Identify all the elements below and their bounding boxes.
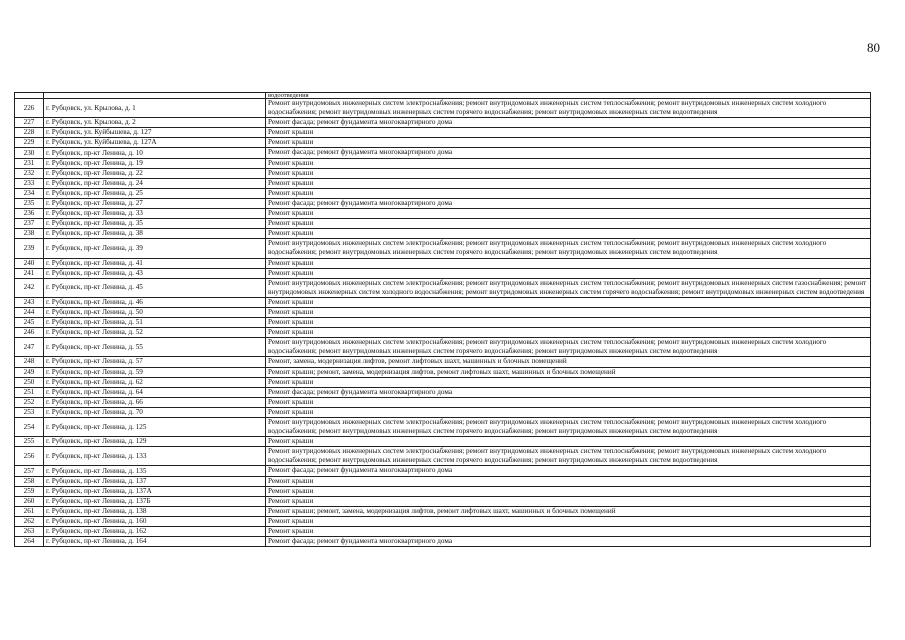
work-type-cell: Ремонт крыши: [266, 486, 871, 496]
work-type-cell: Ремонт внутридомовых инженерных систем электроснабжения; ремонт внутридомовых инженерных систем теплоснабжения; ремонт внутридомовых инженерных систем газоснабжения; ремонт внутридомовых инженерных систем холодного водоснабжения; ремонт внутридомовых инженерных систем горячего водоснабжения; ремонт внутридомовых инженерных систем водоотведения: [266, 278, 871, 297]
table-row: [15, 506, 871, 516]
row-number-cell: 244: [15, 307, 44, 317]
row-number-cell: 241: [15, 268, 44, 278]
address-cell: г. Рубцовск, пр-кт Ленина, д. 33: [44, 209, 266, 219]
address-cell: г. Рубцовск, пр-кт Ленина, д. 24: [44, 178, 266, 188]
table-row: [15, 418, 871, 437]
row-number-cell: 261: [15, 506, 44, 516]
row-number-cell: 237: [15, 219, 44, 229]
row-number-cell: 263: [15, 527, 44, 537]
table-row: [15, 268, 871, 278]
row-number-cell: 240: [15, 258, 44, 268]
address-cell: г. Рубцовск, пр-кт Ленина, д. 43: [44, 268, 266, 278]
table-row: [15, 476, 871, 486]
table-row: [15, 239, 871, 258]
work-type-cell: Ремонт крыши: [266, 307, 871, 317]
work-type-cell: Ремонт фасада; ремонт фундамента многоквартирного дома: [266, 118, 871, 128]
address-cell: г. Рубцовск, пр-кт Ленина, д. 22: [44, 168, 266, 178]
table-row: [15, 168, 871, 178]
address-cell: г. Рубцовск, пр-кт Ленина, д. 137Б: [44, 496, 266, 506]
work-type-cell: Ремонт, замена, модернизация лифтов, ремонт лифтовых шахт, машинных и блочных помещений: [266, 357, 871, 367]
table-row: [15, 377, 871, 387]
address-cell: г. Рубцовск, пр-кт Ленина, д. 70: [44, 407, 266, 417]
work-type-cell: Ремонт крыши: [266, 268, 871, 278]
row-number-cell: 236: [15, 209, 44, 219]
row-number-cell: 249: [15, 367, 44, 377]
address-cell: г. Рубцовск, пр-кт Ленина, д. 138: [44, 506, 266, 516]
table-row: [15, 447, 871, 466]
row-number-cell: 251: [15, 387, 44, 397]
address-cell: г. Рубцовск, пр-кт Ленина, д. 55: [44, 338, 266, 357]
row-number-cell: 242: [15, 278, 44, 297]
table-row: [15, 278, 871, 297]
row-number-cell: 246: [15, 328, 44, 338]
work-type-cell: Ремонт крыши: [266, 219, 871, 229]
address-cell: г. Рубцовск, пр-кт Ленина, д. 38: [44, 229, 266, 239]
row-number-cell: 238: [15, 229, 44, 239]
table-row: [15, 486, 871, 496]
row-number-cell: 232: [15, 168, 44, 178]
work-list-table-wrap: [14, 92, 871, 547]
address-cell: г. Рубцовск, пр-кт Ленина, д. 25: [44, 188, 266, 198]
work-type-cell: Ремонт внутридомовых инженерных систем электроснабжения; ремонт внутридомовых инженерных систем теплоснабжения; ремонт внутридомовых инженерных систем холодного водоснабжения; ремонт внутридомовых инженерных систем горячего водоснабжения; ремонт внутридомовых инженерных систем водоотведения: [266, 418, 871, 437]
row-number-cell: 227: [15, 118, 44, 128]
table-body: [15, 93, 871, 547]
work-type-cell: Ремонт крыши: [266, 496, 871, 506]
address-cell: г. Рубцовск, пр-кт Ленина, д. 164: [44, 537, 266, 547]
row-number-cell: 259: [15, 486, 44, 496]
work-type-cell: Ремонт внутридомовых инженерных систем электроснабжения; ремонт внутридомовых инженерных систем теплоснабжения; ремонт внутридомовых инженерных систем холодного водоснабжения; ремонт внутридомовых инженерных систем горячего водоснабжения; ремонт внутридомовых инженерных систем водоотведения: [266, 99, 871, 118]
work-type-cell: Ремонт крыши: [266, 527, 871, 537]
address-cell: г. Рубцовск, пр-кт Ленина, д. 125: [44, 418, 266, 437]
row-number-cell: 231: [15, 158, 44, 168]
table-row: [15, 118, 871, 128]
address-cell: г. Рубцовск, пр-кт Ленина, д. 133: [44, 447, 266, 466]
table-row: [15, 537, 871, 547]
table-row: [15, 178, 871, 188]
table-row: [15, 328, 871, 338]
row-number-cell: 245: [15, 318, 44, 328]
address-cell: г. Рубцовск, пр-кт Ленина, д. 19: [44, 158, 266, 168]
address-cell: г. Рубцовск, пр-кт Ленина, д. 27: [44, 198, 266, 208]
address-cell: г. Рубцовск, пр-кт Ленина, д. 57: [44, 357, 266, 367]
work-list-table: [14, 92, 871, 547]
address-cell: г. Рубцовск, пр-кт Ленина, д. 52: [44, 328, 266, 338]
table-row: [15, 198, 871, 208]
table-row: [15, 128, 871, 138]
table-row: [15, 367, 871, 377]
address-cell: г. Рубцовск, пр-кт Ленина, д. 10: [44, 148, 266, 158]
work-type-cell: водоотведения: [266, 93, 871, 99]
row-number-cell: 260: [15, 496, 44, 506]
work-type-cell: Ремонт крыши: [266, 516, 871, 526]
table-row: [15, 148, 871, 158]
work-type-cell: Ремонт крыши: [266, 168, 871, 178]
work-type-cell: Ремонт фасада; ремонт фундамента многоквартирного дома: [266, 148, 871, 158]
address-cell: г. Рубцовск, пр-кт Ленина, д. 129: [44, 437, 266, 447]
table-row: [15, 138, 871, 148]
address-cell: г. Рубцовск, пр-кт Ленина, д. 137А: [44, 486, 266, 496]
address-cell: г. Рубцовск, пр-кт Ленина, д. 50: [44, 307, 266, 317]
work-type-cell: Ремонт крыши: [266, 328, 871, 338]
address-cell: г. Рубцовск, пр-кт Ленина, д. 51: [44, 318, 266, 328]
table-row: [15, 387, 871, 397]
page-number: 80: [867, 40, 880, 55]
work-type-cell: Ремонт крыши: [266, 178, 871, 188]
address-cell: г. Рубцовск, ул. Куйбышева, д. 127А: [44, 138, 266, 148]
row-number-cell: 257: [15, 466, 44, 476]
row-number-cell: 264: [15, 537, 44, 547]
row-number-cell: 235: [15, 198, 44, 208]
row-number-cell: 239: [15, 239, 44, 258]
row-number-cell: 256: [15, 447, 44, 466]
address-cell: г. Рубцовск, пр-кт Ленина, д. 46: [44, 297, 266, 307]
address-cell: г. Рубцовск, пр-кт Ленина, д. 35: [44, 219, 266, 229]
address-cell: г. Рубцовск, пр-кт Ленина, д. 64: [44, 387, 266, 397]
table-row: [15, 338, 871, 357]
table-row: [15, 229, 871, 239]
work-type-cell: Ремонт крыши; ремонт, замена, модернизация лифтов, ремонт лифтовых шахт, машинных и блочных помещений: [266, 367, 871, 377]
address-cell: г. Рубцовск, пр-кт Ленина, д. 162: [44, 527, 266, 537]
address-cell: г. Рубцовск, пр-кт Ленина, д. 45: [44, 278, 266, 297]
work-type-cell: Ремонт внутридомовых инженерных систем электроснабжения; ремонт внутридомовых инженерных систем теплоснабжения; ремонт внутридомовых инженерных систем холодного водоснабжения; ремонт внутридомовых инженерных систем горячего водоснабжения; ремонт внутридомовых инженерных систем водоотведения: [266, 447, 871, 466]
row-number-cell: 233: [15, 178, 44, 188]
work-type-cell: Ремонт крыши: [266, 318, 871, 328]
table-row: [15, 496, 871, 506]
row-number-cell: 243: [15, 297, 44, 307]
work-type-cell: Ремонт крыши: [266, 158, 871, 168]
work-type-cell: Ремонт крыши: [266, 258, 871, 268]
address-cell: г. Рубцовск, пр-кт Ленина, д. 137: [44, 476, 266, 486]
work-type-cell: Ремонт крыши: [266, 188, 871, 198]
table-row: [15, 307, 871, 317]
table-row: [15, 397, 871, 407]
address-cell: г. Рубцовск, пр-кт Ленина, д. 62: [44, 377, 266, 387]
work-type-cell: Ремонт крыши: [266, 297, 871, 307]
row-number-cell: 253: [15, 407, 44, 417]
address-cell: г. Рубцовск, пр-кт Ленина, д. 135: [44, 466, 266, 476]
work-type-cell: Ремонт фасада; ремонт фундамента многоквартирного дома: [266, 466, 871, 476]
work-type-cell: Ремонт фасада; ремонт фундамента многоквартирного дома: [266, 537, 871, 547]
row-number-cell: 226: [15, 99, 44, 118]
address-cell: г. Рубцовск, пр-кт Ленина, д. 39: [44, 239, 266, 258]
work-type-cell: Ремонт внутридомовых инженерных систем электроснабжения; ремонт внутридомовых инженерных систем теплоснабжения; ремонт внутридомовых инженерных систем холодного водоснабжения; ремонт внутридомовых инженерных систем горячего водоснабжения; ремонт внутридомовых инженерных систем водоотведения: [266, 239, 871, 258]
row-number-cell: 258: [15, 476, 44, 486]
table-row: [15, 297, 871, 307]
table-row: [15, 219, 871, 229]
work-type-cell: Ремонт фасада; ремонт фундамента многоквартирного дома: [266, 387, 871, 397]
table-row: [15, 258, 871, 268]
row-number-cell: 248: [15, 357, 44, 367]
address-cell: г. Рубцовск, пр-кт Ленина, д. 160: [44, 516, 266, 526]
table-row: [15, 516, 871, 526]
table-row: [15, 357, 871, 367]
work-type-cell: Ремонт внутридомовых инженерных систем электроснабжения; ремонт внутридомовых инженерных систем теплоснабжения; ремонт внутридомовых инженерных систем холодного водоснабжения; ремонт внутридомовых инженерных систем горячего водоснабжения; ремонт внутридомовых инженерных систем водоотведения: [266, 338, 871, 357]
table-row: [15, 318, 871, 328]
work-type-cell: Ремонт крыши: [266, 229, 871, 239]
row-number-cell: 255: [15, 437, 44, 447]
table-row: [15, 209, 871, 219]
work-type-cell: Ремонт фасада; ремонт фундамента многоквартирного дома: [266, 198, 871, 208]
work-type-cell: Ремонт крыши; ремонт, замена, модернизация лифтов, ремонт лифтовых шахт, машинных и блочных помещений: [266, 506, 871, 516]
address-cell: г. Рубцовск, ул. Куйбышева, д. 127: [44, 128, 266, 138]
address-cell: г. Рубцовск, пр-кт Ленина, д. 41: [44, 258, 266, 268]
table-row: [15, 466, 871, 476]
row-number-cell: 234: [15, 188, 44, 198]
work-type-cell: Ремонт крыши: [266, 407, 871, 417]
row-number-cell: 252: [15, 397, 44, 407]
work-type-cell: Ремонт крыши: [266, 397, 871, 407]
work-type-cell: Ремонт крыши: [266, 128, 871, 138]
row-number-cell: 230: [15, 148, 44, 158]
work-type-cell: Ремонт крыши: [266, 437, 871, 447]
work-type-cell: Ремонт крыши: [266, 476, 871, 486]
row-number-cell: 254: [15, 418, 44, 437]
address-cell: г. Рубцовск, ул. Крылова, д. 1: [44, 99, 266, 118]
work-type-cell: Ремонт крыши: [266, 377, 871, 387]
row-number-cell: 262: [15, 516, 44, 526]
table-row: [15, 407, 871, 417]
work-type-cell: Ремонт крыши: [266, 209, 871, 219]
row-number-cell: 228: [15, 128, 44, 138]
row-number-cell: 247: [15, 338, 44, 357]
table-row: [15, 99, 871, 118]
row-number-cell: 229: [15, 138, 44, 148]
address-cell: г. Рубцовск, пр-кт Ленина, д. 66: [44, 397, 266, 407]
work-type-cell: Ремонт крыши: [266, 138, 871, 148]
table-row: [15, 158, 871, 168]
address-cell: г. Рубцовск, пр-кт Ленина, д. 59: [44, 367, 266, 377]
row-number-cell: 250: [15, 377, 44, 387]
table-row: [15, 437, 871, 447]
table-row: [15, 188, 871, 198]
address-cell: г. Рубцовск, ул. Крылова, д. 2: [44, 118, 266, 128]
table-row: [15, 527, 871, 537]
